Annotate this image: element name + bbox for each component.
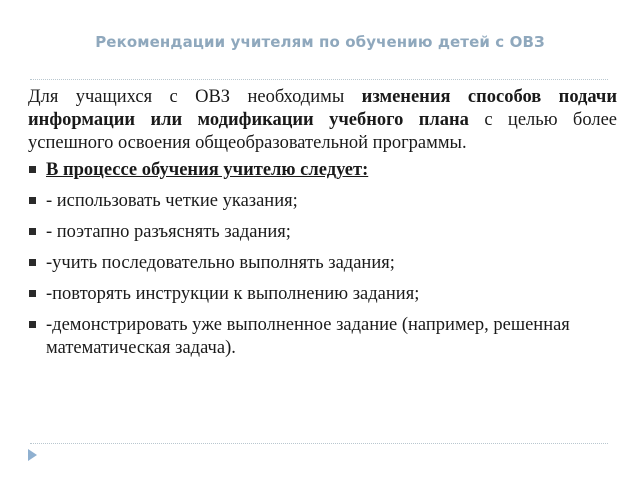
list-item: -демонстрировать уже выполненное задание (например, решенная математическая задача). [28,314,617,360]
slide-title: Рекомендации учителям по обучению детей с ОВЗ [95,33,545,51]
list-heading: В процессе обучения учителю следует: [46,160,369,180]
intro-text-start: Для учащихся с ОВЗ необходимы [28,87,362,107]
slide-content [28,86,617,368]
list-item: - использовать четкие указания; [28,190,617,213]
bullet-list [28,159,617,360]
list-item: -повторять инструкции к выполнению задания; [28,283,617,306]
list-item: -учить последовательно выполнять задания; [28,252,617,275]
intro-text-end: с целью более успешного освоения общеобразовательной программы. [28,110,617,153]
bottom-divider [30,443,608,444]
list-item [28,159,617,182]
arrow-icon [28,449,37,461]
intro-bold-text: изменения способов подачи информации или модификации учебного плана [28,87,617,130]
list-item: - поэтапно разъяснять задания; [28,221,617,244]
intro-paragraph [28,86,617,155]
top-divider [30,79,608,80]
